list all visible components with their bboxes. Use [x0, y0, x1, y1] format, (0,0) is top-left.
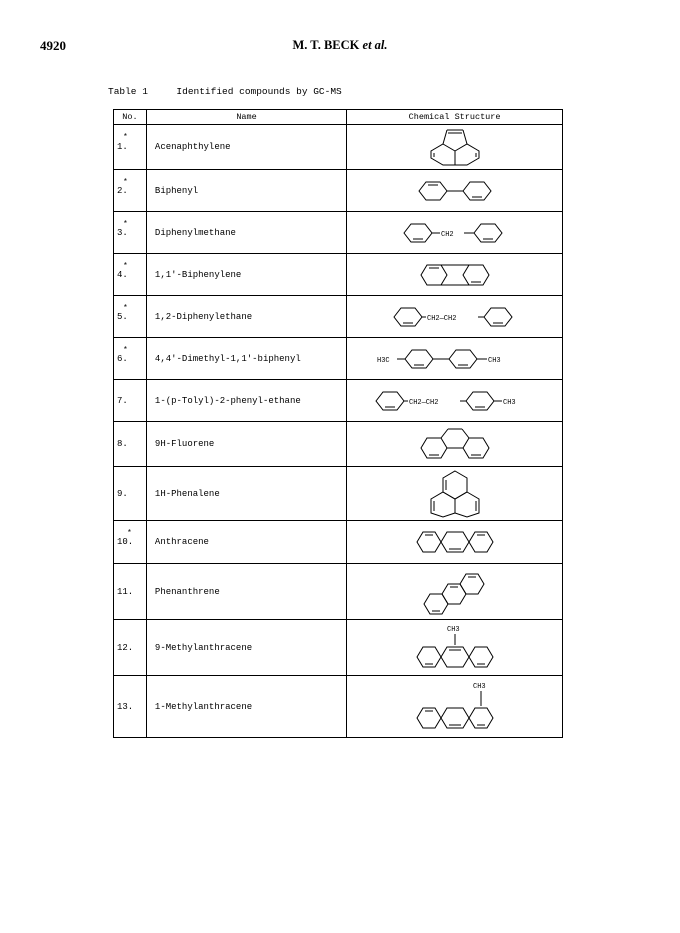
- structure-cell: [347, 676, 563, 738]
- row-number-cell: [114, 254, 147, 296]
- table-row: [114, 254, 563, 296]
- table-row: [114, 170, 563, 212]
- methylanthracene1-structure-icon: [413, 680, 497, 734]
- methylanthracene9-structure-icon: [413, 623, 497, 673]
- diphenylethane-structure-icon: [390, 304, 520, 330]
- structure-cell: [347, 212, 563, 254]
- star-marker: *: [123, 304, 128, 313]
- compound-name: 1H-Phenalene: [146, 467, 346, 521]
- table-header-row: [114, 110, 563, 125]
- row-number: 2.: [117, 185, 128, 196]
- biphenyl-structure-icon: [415, 179, 495, 203]
- running-head-etal: et al.: [362, 38, 388, 52]
- row-number: 8.: [117, 439, 128, 449]
- row-number-cell: [114, 676, 147, 738]
- table-caption: Table 1 Identified compounds by GC-MS: [108, 86, 342, 97]
- star-marker: *: [123, 178, 128, 187]
- table-row: [114, 467, 563, 521]
- row-number: 9.: [117, 488, 128, 499]
- row-number-cell: [114, 296, 147, 338]
- table-row: [114, 422, 563, 467]
- row-number: 12.: [117, 642, 134, 653]
- anthracene-structure-icon: [413, 528, 497, 556]
- star-marker: *: [123, 133, 128, 142]
- running-head-authors: M. T. BECK: [292, 38, 360, 52]
- table-row: [114, 125, 563, 170]
- structure-label: CH2—CH2: [409, 398, 439, 407]
- phenalene-structure-icon: [425, 469, 485, 519]
- structure-cell: [347, 296, 563, 338]
- row-number-cell: [114, 212, 147, 254]
- compound-name: Biphenyl: [146, 170, 346, 212]
- table-row: [114, 620, 563, 676]
- row-number-cell: [114, 564, 147, 620]
- structure-cell: [347, 521, 563, 564]
- structure-cell: [347, 380, 563, 422]
- compound-name: 9H-Fluorene: [146, 422, 346, 467]
- dimethylbiphenyl-structure-icon: [375, 346, 535, 372]
- structure-cell: [347, 564, 563, 620]
- compound-name: 1,1'-Biphenylene: [146, 254, 346, 296]
- table-row: [114, 521, 563, 564]
- fluorene-structure-icon: [415, 426, 495, 462]
- row-number: 1.: [117, 142, 128, 152]
- structure-cell: [347, 338, 563, 380]
- diphenylmethane-structure-icon: [400, 220, 510, 246]
- compound-name: 1-(p-Tolyl)-2-phenyl-ethane: [146, 380, 346, 422]
- table-row: [114, 676, 563, 738]
- row-number: 7.: [117, 395, 128, 406]
- table-row: [114, 296, 563, 338]
- compound-name: 9-Methylanthracene: [146, 620, 346, 676]
- table-row: [114, 212, 563, 254]
- row-number: 3.: [117, 227, 128, 238]
- row-number: 6.: [117, 353, 128, 364]
- structure-label: CH3: [472, 682, 486, 691]
- star-marker: *: [123, 346, 128, 355]
- row-number-cell: [114, 338, 147, 380]
- row-number: 5.: [117, 311, 128, 322]
- structure-label: CH2: [440, 230, 454, 239]
- acenaphthylene-structure-icon: [420, 126, 490, 168]
- table-row: [114, 564, 563, 620]
- structure-cell: [347, 467, 563, 521]
- row-number-cell: [114, 467, 147, 521]
- row-number-cell: [114, 170, 147, 212]
- compound-name: Acenaphthylene: [146, 125, 346, 170]
- row-number: 11.: [117, 586, 134, 597]
- star-marker: *: [127, 529, 132, 538]
- star-marker: *: [123, 220, 128, 229]
- biphenylene-structure-icon: [415, 262, 495, 288]
- compounds-table: [113, 109, 563, 738]
- header-name: Name: [146, 110, 346, 125]
- compound-name: Diphenylmethane: [146, 212, 346, 254]
- table-row: [114, 338, 563, 380]
- structure-label: CH2—CH2: [426, 314, 456, 323]
- structure-label: H3C: [376, 356, 390, 365]
- compound-name: 1-Methylanthracene: [146, 676, 346, 738]
- row-number-cell: [114, 422, 147, 467]
- row-number-cell: [114, 125, 147, 170]
- structure-cell: [347, 170, 563, 212]
- compound-name: 4,4'-Dimethyl-1,1'-biphenyl: [146, 338, 346, 380]
- structure-cell: [347, 254, 563, 296]
- row-number: 4.: [117, 269, 128, 280]
- table-row: [114, 380, 563, 422]
- compound-name: Phenanthrene: [146, 564, 346, 620]
- structure-label: CH3: [503, 398, 516, 407]
- header-structure: Chemical Structure: [347, 110, 563, 125]
- header-no: No.: [114, 110, 147, 125]
- tolylphenylethane-structure-icon: [372, 388, 537, 414]
- compound-name: Anthracene: [146, 521, 346, 564]
- compound-name: 1,2-Diphenylethane: [146, 296, 346, 338]
- structure-label: CH3: [446, 625, 460, 634]
- row-number-cell: [114, 380, 147, 422]
- structure-cell: [347, 422, 563, 467]
- page-number: 4920: [40, 38, 66, 53]
- table-body: [114, 125, 563, 738]
- running-head: [0, 38, 680, 53]
- row-number-cell: [114, 521, 147, 564]
- row-number: 13.: [117, 701, 134, 712]
- row-number-cell: [114, 620, 147, 676]
- star-marker: *: [123, 262, 128, 271]
- phenanthrene-structure-icon: [420, 566, 490, 618]
- structure-cell: [347, 125, 563, 170]
- structure-label: CH3: [487, 356, 501, 365]
- row-number: 10.: [117, 537, 134, 547]
- structure-cell: [347, 620, 563, 676]
